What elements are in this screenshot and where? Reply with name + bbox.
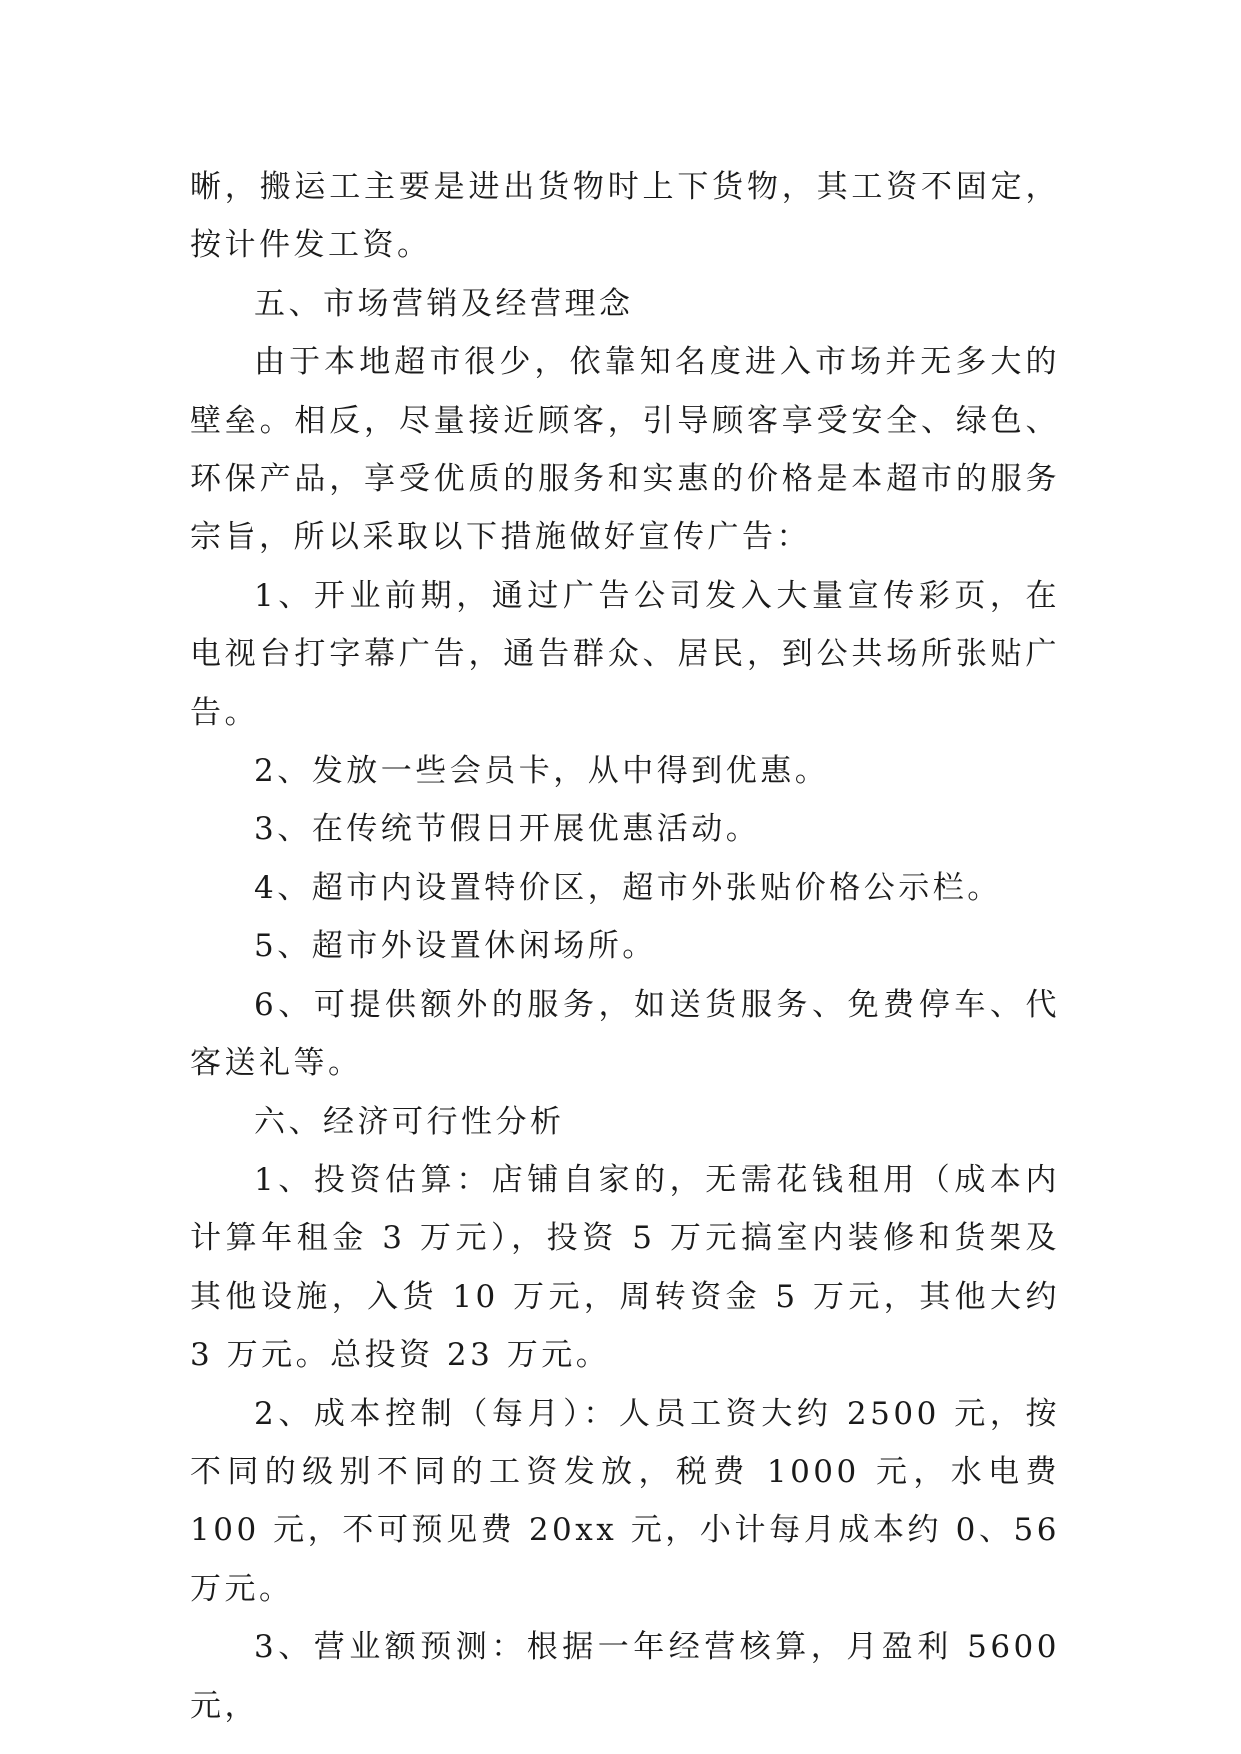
paragraph-continuation: 晰，搬运工主要是进出货物时上下货物，其工资不固定，按计件发工资。	[190, 169, 1060, 264]
section-heading-marketing: 五、市场营销及经营理念	[254, 285, 634, 322]
list-item-measure-6: 6、可提供额外的服务，如送货服务、免费停车、代客送礼等。	[190, 986, 1060, 1082]
paragraph-marketing-intro: 由于本地超市很少，依靠知名度进入市场并无多大的壁垒。相反，尽量接近顾客，引导顾客享受安全、绿色、环保产品，享受优质的服务和实惠的价格是本超市的服务宗旨，所以采取以下措施做好宣传广告：	[190, 344, 1060, 556]
document-body	[190, 158, 1060, 1735]
list-item-cost-control: 2、成本控制（每月）：人员工资大约 2500 元，按不同的级别不同的工资发放，税费 1000 元，水电费 100 元，不可预见费 20xx 元，小计每月成本约 0、56 万元。	[190, 1395, 1060, 1607]
section-heading-feasibility: 六、经济可行性分析	[254, 1103, 565, 1140]
list-item-measure-4: 4、超市内设置特价区，超市外张贴价格公示栏。	[254, 869, 1002, 906]
list-item-measure-1: 1、开业前期，通过广告公司发入大量宣传彩页，在电视台打字幕广告，通告群众、居民，到公共场所张贴广告。	[190, 577, 1060, 731]
list-item-revenue-forecast: 3、营业额预测：根据一年经营核算，月盈利 5600 元，	[190, 1629, 1060, 1724]
list-item-investment: 1、投资估算：店铺自家的，无需花钱租用（成本内计算年租金 3 万元），投资 5 万元搞室内装修和货架及其他设施，入货 10 万元，周转资金 5 万元，其他大约 3 万元。总投资 23 万元。	[190, 1161, 1060, 1374]
list-item-measure-2: 2、发放一些会员卡，从中得到优惠。	[254, 753, 830, 790]
list-item-measure-3: 3、在传统节假日开展优惠活动。	[254, 811, 761, 848]
list-item-measure-5: 5、超市外设置休闲场所。	[254, 928, 657, 965]
